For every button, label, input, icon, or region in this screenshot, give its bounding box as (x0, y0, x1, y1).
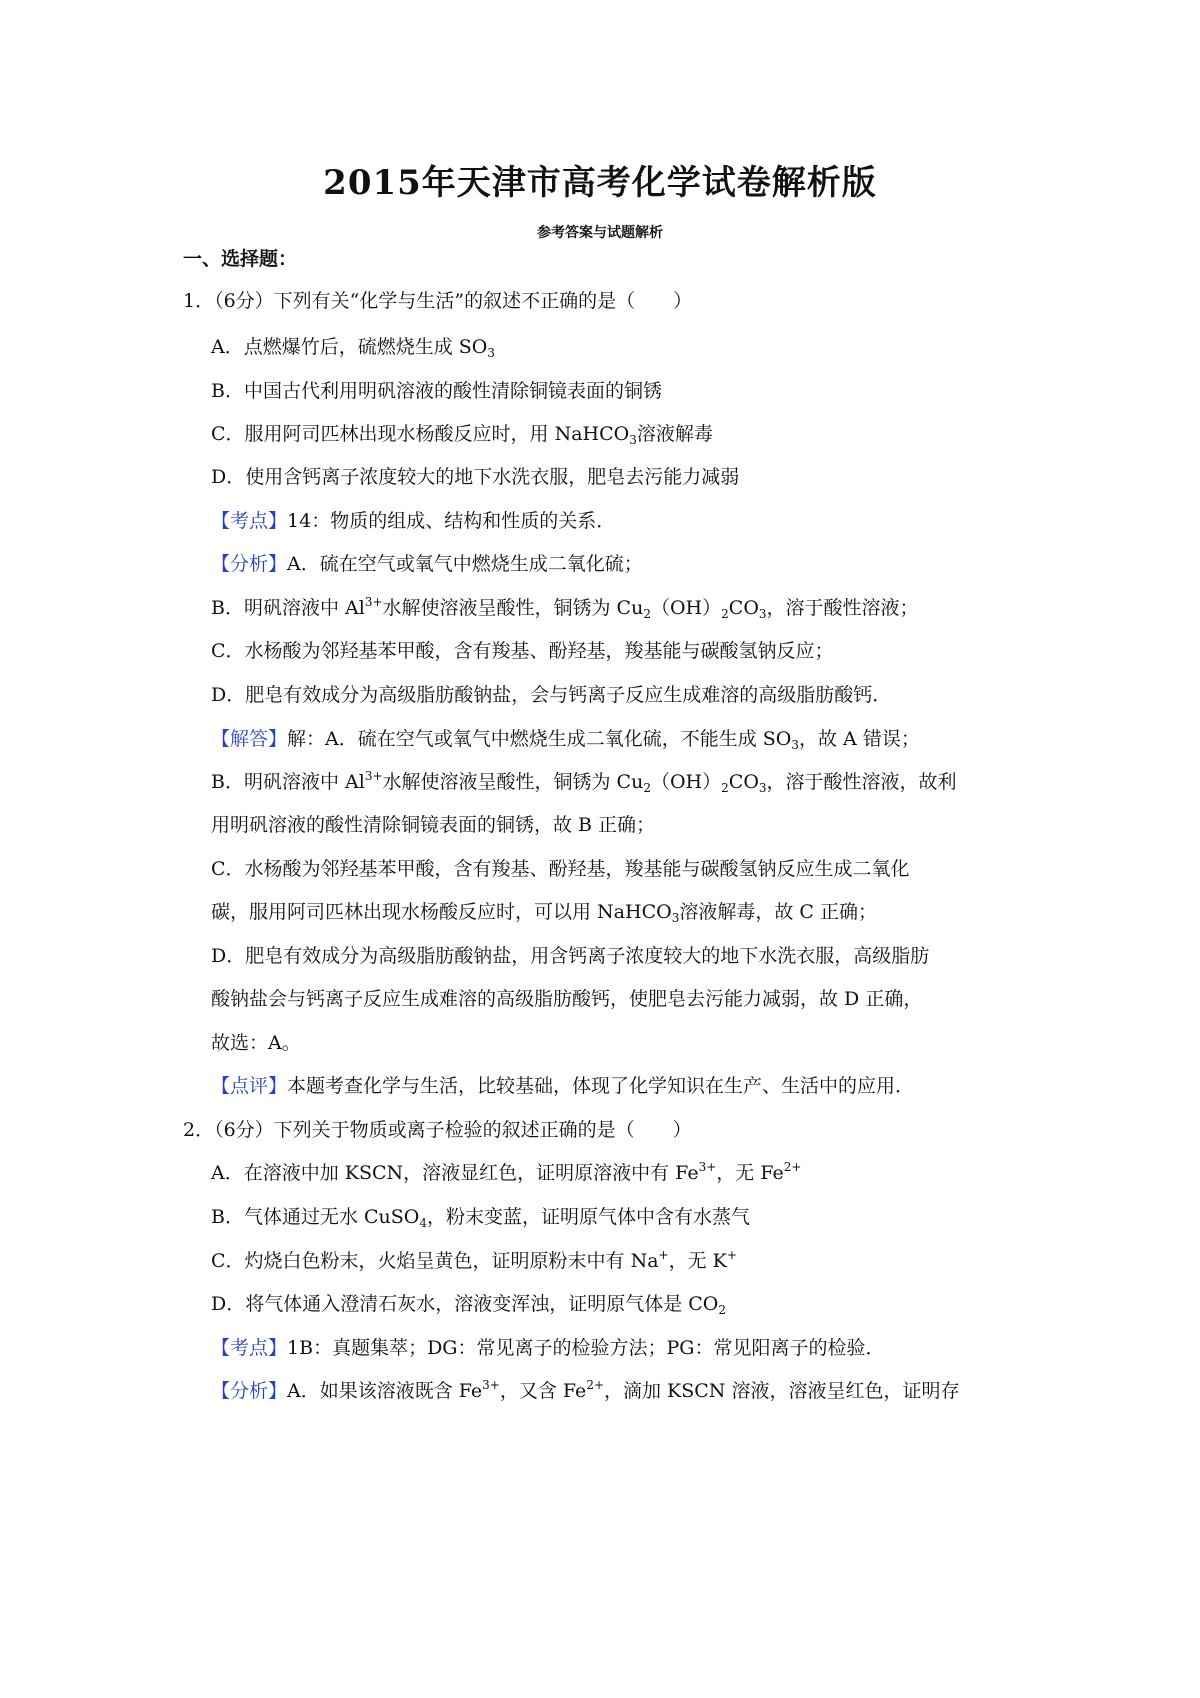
q1-jieda-d-1: D．肥皂有效成分为高级脂肪酸钠盐，用含钙离子浓度较大的地下水洗衣服，高级脂肪 (211, 945, 930, 967)
q1-jieda-a: 【解答】解：A．硫在空气或氧气中燃烧生成二氧化硫，不能生成 $SO_3$，故 A 错误； (211, 728, 920, 752)
q1-kaodian: 【考点】14：物质的组成、结构和性质的关系． (211, 510, 616, 532)
q1-fenxi-a: 【分析】A．硫在空气或氧气中燃烧生成二氧化硫； (211, 553, 643, 575)
q1-stem: 1．（6分）下列有关“化学与生活”的叙述不正确的是（ ） (183, 290, 693, 312)
q1-option-b: B．中国古代利用明矾溶液的酸性清除铜镜表面的铜锈 (211, 380, 662, 402)
q1-jieda-d-3: 故选：A。 (211, 1032, 301, 1054)
jieda-tag: 【解答】 (211, 728, 288, 750)
q2-option-d: D．将气体通入澄清石灰水，溶液变浑浊，证明原气体是 $CO_2$ (211, 1293, 727, 1317)
q2-stem: 2．（6分）下列关于物质或离子检验的叙述正确的是（ ） (183, 1119, 692, 1141)
kaodian-tag: 【考点】 (211, 1337, 288, 1359)
q1-jieda-c-2: 碳，服用阿司匹林出现水杨酸反应时，可以用 NaHCO$_3$溶液解毒，故 C 正确； (211, 901, 877, 925)
q1-jieda-b-1: B．明矾溶液中 $Al^{3+}$水解使溶液呈酸性，铜锈为 $Cu_2(OH)_2CO_3$，溶于酸性溶液，故利 (211, 769, 957, 795)
page-title: 2015年天津市高考化学试卷解析版 (323, 163, 877, 203)
q1-jieda-c-1: C．水杨酸为邻羟基苯甲酸，含有羧基、酚羟基，羧基能与碳酸氢钠反应生成二氧化 (211, 858, 910, 880)
q1-fenxi-b: B．明矾溶液中 $Al^{3+}$水解使溶液呈酸性，铜锈为 $Cu_2(OH)_2CO_3$，溶于酸性溶液； (211, 595, 919, 621)
fenxi-tag: 【分析】 (211, 1380, 288, 1402)
q1-jieda-b-2: 用明矾溶液的酸性清除铜镜表面的铜锈，故 B 正确； (211, 814, 656, 836)
q2-option-b: B．气体通过无水 CuSO$_4$，粉末变蓝，证明原气体中含有水蒸气 (211, 1206, 751, 1230)
fenxi-tag: 【分析】 (211, 553, 288, 575)
q1-fenxi-c: C．水杨酸为邻羟基苯甲酸，含有羧基、酚羟基，羧基能与碳酸氢钠反应； (211, 640, 834, 662)
q1-option-d: D．使用含钙离子浓度较大的地下水洗衣服，肥皂去污能力减弱 (211, 466, 740, 488)
q1-dianping: 【点评】本题考查化学与生活，比较基础，体现了化学知识在生产、生活中的应用． (211, 1075, 915, 1097)
q1-jieda-d-2: 酸钠盐会与钙离子反应生成难溶的高级脂肪酸钙，使肥皂去污能力减弱，故 D 正确， (211, 988, 923, 1010)
q2-option-c: C．灼烧白色粉末，火焰呈黄色，证明原粉末中有 Na+，无 K+ (211, 1248, 737, 1272)
section-heading: 一、选择题： (183, 248, 298, 270)
kaodian-tag: 【考点】 (211, 510, 288, 532)
q1-option-c: C．服用阿司匹林出现水杨酸反应时，用 NaHCO$_3$溶液解毒 (211, 423, 713, 447)
q2-option-a: A．在溶液中加 KSCN，溶液显红色，证明原溶液中有 $Fe^{3+}$，无 $Fe^{2+}$ (211, 1160, 802, 1184)
q1-fenxi-d: D．肥皂有效成分为高级脂肪酸钠盐，会与钙离子反应生成难溶的高级脂肪酸钙． (211, 684, 892, 706)
q1-option-a: A．点燃爆竹后，硫燃烧生成 $SO_3$ (211, 336, 495, 360)
page-subtitle: 参考答案与试题解析 (537, 225, 663, 241)
q2-fenxi: 【分析】A．如果该溶液既含 $Fe^{3+}$，又含 $Fe^{2+}$，滴加 KSCN 溶液，溶液呈红色，证明存 (211, 1378, 960, 1402)
q2-kaodian: 【考点】1B：真题集萃；DG：常见离子的检验方法；PG：常见阳离子的检验． (211, 1337, 885, 1359)
dianping-tag: 【点评】 (211, 1075, 288, 1097)
